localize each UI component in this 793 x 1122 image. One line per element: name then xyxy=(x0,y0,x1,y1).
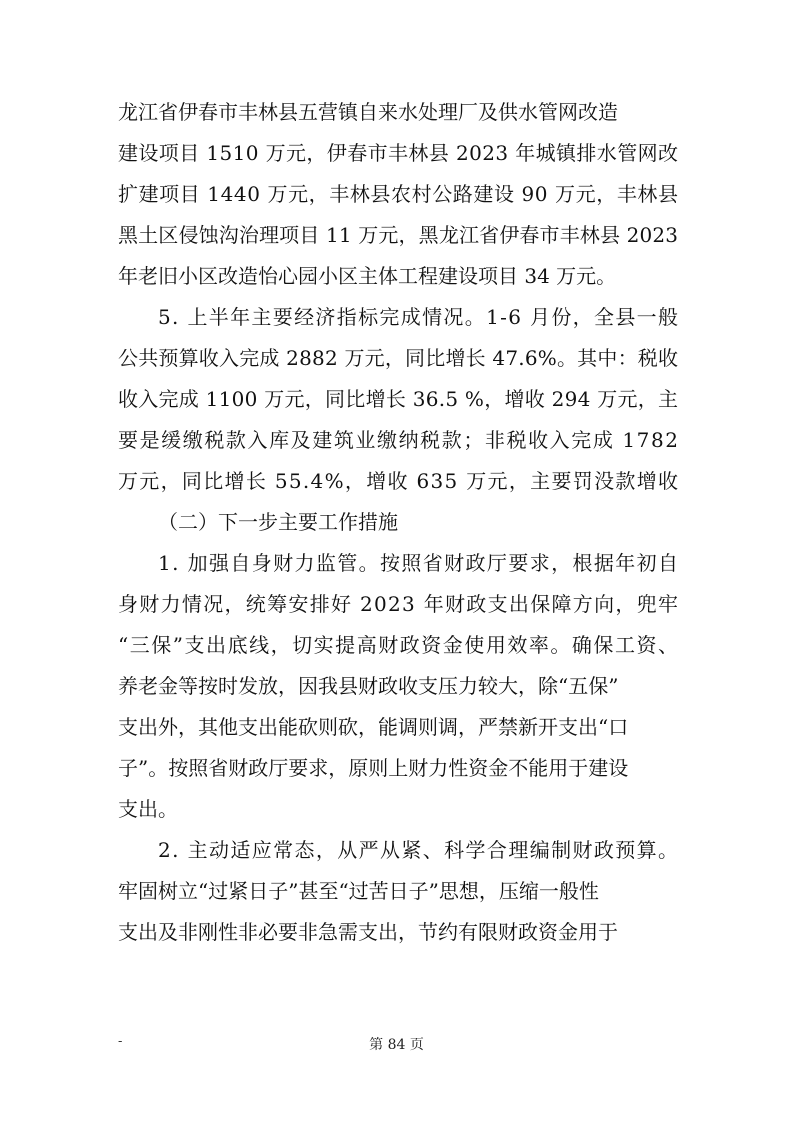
text-line: 公共预算收入完成 2882 万元，同比增长 47.6%。其中：税收 xyxy=(118,346,679,370)
text-line: 黑土区侵蚀沟治理项目 11 万元，黑龙江省伊春市丰林县 2023 xyxy=(118,223,679,247)
text-line: 支出及非刚性非必要非急需支出，节约有限财政资金用于 xyxy=(118,920,618,944)
text-line: 万元，同比增长 55.4%，增收 635 万元，主要罚没款增收 xyxy=(118,469,680,493)
document-body xyxy=(118,92,678,953)
text-line: 养老金等按时发放，因我县财政收支压力较大，除“五保” xyxy=(118,674,619,698)
text-line: 牢固树立“过紧日子”甚至“过苦日子”思想，压缩一般性 xyxy=(118,879,599,903)
text-line: 身财力情况，统筹安排好 2023 年财政支出保障方向，兜牢 xyxy=(118,592,680,616)
paragraph-first-line: 2. 主动适应常态，从严从紧、科学合理编制财政预算。 xyxy=(158,838,680,862)
section-heading: （二）下一步主要工作措施 xyxy=(158,510,398,534)
paragraph-first-line: 1. 加强自身财力监管。按照省财政厅要求，根据年初自 xyxy=(158,551,680,575)
page-number: 第 84 页 xyxy=(369,1037,424,1053)
footer-dash: - xyxy=(118,1034,123,1049)
text-line: 收入完成 1100 万元，同比增长 36.5 %，增收 294 万元，主 xyxy=(118,387,679,411)
paragraph-first-line: 5. 上半年主要经济指标完成情况。1-6 月份，全县一般 xyxy=(158,305,680,329)
text-line: 建设项目 1510 万元，伊春市丰林县 2023 年城镇排水管网改 xyxy=(118,141,679,165)
text-line: 扩建项目 1440 万元，丰林县农村公路建设 90 万元，丰林县 xyxy=(118,182,679,206)
text-line: 支出。 xyxy=(118,797,178,821)
text-line: 要是缓缴税款入库及建筑业缴纳税款；非税收入完成 1782 xyxy=(118,428,680,452)
text-line: 支出外，其他支出能砍则砍，能调则调，严禁新开支出“口 xyxy=(118,715,629,739)
text-line: 年老旧小区改造怡心园小区主体工程建设项目 34 万元。 xyxy=(118,264,617,288)
text-line: 龙江省伊春市丰林县五营镇自来水处理厂及供水管网改造 xyxy=(118,100,618,124)
text-line: “三保”支出底线，切实提高财政资金使用效率。确保工资、 xyxy=(118,633,680,657)
page-footer xyxy=(0,1034,793,1054)
text-line: 子”。按照省财政厅要求，原则上财力性资金不能用于建设 xyxy=(118,756,629,780)
